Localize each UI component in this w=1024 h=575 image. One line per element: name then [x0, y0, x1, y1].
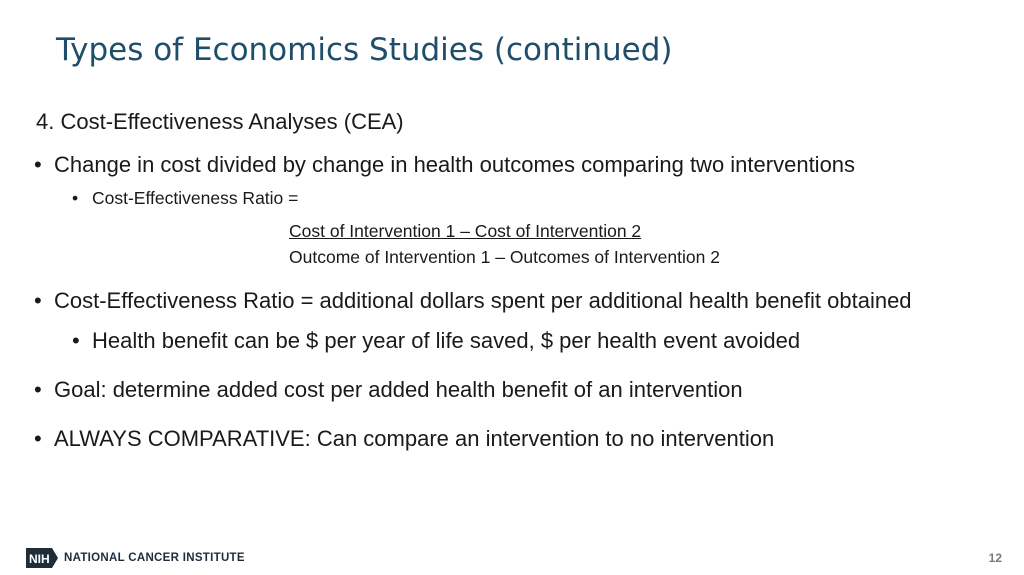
section-heading: 4. Cost-Effectiveness Analyses (CEA): [36, 109, 404, 134]
nih-logo-text: NIH: [29, 552, 50, 566]
bullet-item: [34, 375, 994, 405]
bullet-item: [34, 286, 994, 316]
slide-title: Types of Economics Studies (continued): [56, 32, 673, 68]
ratio-formula: [289, 218, 994, 270]
bullet-glyph: •: [72, 328, 80, 353]
slide-content: [34, 108, 994, 454]
formula-numerator: Cost of Intervention 1 – Cost of Intervention 2: [289, 221, 642, 241]
page-number: 12: [988, 551, 1002, 565]
sub-bullet-text: Cost-Effectiveness Ratio =: [92, 188, 299, 208]
bullet-glyph: •: [34, 288, 42, 313]
nih-logo-icon: [26, 548, 58, 568]
sub-bullet-text: Health benefit can be $ per year of life saved, $ per health event avoided: [92, 328, 801, 353]
bullet-text: Change in cost divided by change in health outcomes comparing two interventions: [54, 152, 856, 177]
bullet-glyph: •: [34, 426, 42, 451]
bullet-text: Goal: determine added cost per added health benefit of an intervention: [54, 377, 743, 402]
slide-footer: [0, 543, 1024, 575]
sub-bullet-item: [34, 186, 994, 210]
bullet-glyph: •: [34, 152, 42, 177]
bullet-text: Cost-Effectiveness Ratio = additional dollars spent per additional health benefit obtained: [54, 288, 912, 313]
bullet-item: [34, 150, 994, 180]
formula-denominator: Outcome of Intervention 1 – Outcomes of Intervention 2: [289, 247, 720, 267]
sub-bullet-item: [34, 326, 994, 356]
org-name: NATIONAL CANCER INSTITUTE: [64, 552, 245, 564]
bullet-glyph: •: [72, 188, 79, 208]
bullet-text: ALWAYS COMPARATIVE: Can compare an intervention to no intervention: [54, 426, 775, 451]
bullet-glyph: •: [34, 377, 42, 402]
bullet-item: [34, 424, 994, 454]
nci-logo: [26, 548, 245, 568]
